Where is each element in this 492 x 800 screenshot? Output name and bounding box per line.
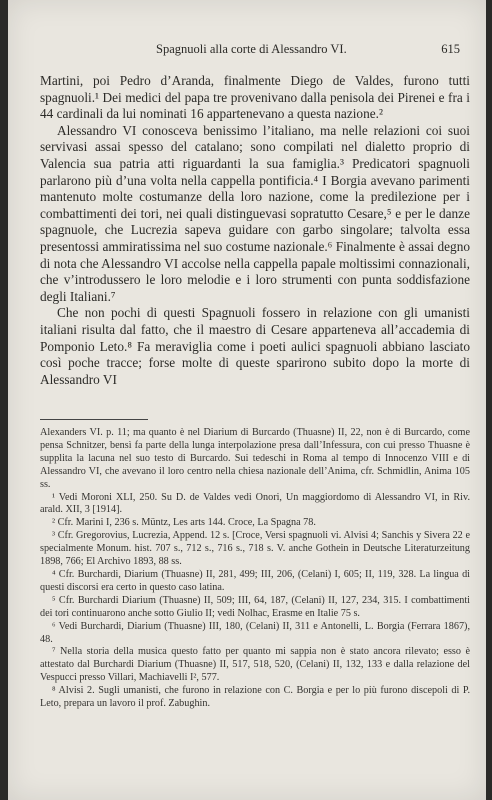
- footnote-divider: [40, 419, 148, 420]
- paragraph: Alessandro VI conosceva benissimo l’italiano, ma nelle relazioni coi suoi servivasi assai spesso del catalano; sono compilati nel dialetto proprio di Valencia sua patria atti riguardanti la sua famiglia.³ Predicatori spagnuoli parlarono più d’una volta nella cappella pontificia.⁴ I Borgia avevano parimenti mantenuto molte costumanze della loro nazione, come la predilezione per i combattimenti dei tori, nei quali distinguevasi sopratutto Cesare,⁵ e per le danze spagnuole, che Lucrezia sapeva guidare con garbo singolare; talvolta essa presentossi ammiratissima nel suo costume nazionale.⁶ Finalmente è assai degno di nota che Alessandro VI accolse nella cappella papale moltissimi connazionali, che v’introdussero le loro melodie e i loro strumenti con punta soddisfazione degli Italiani.⁷: [40, 122, 470, 304]
- footnote: ⁵ Cfr. Burchardi Diarium (Thuasne) II, 509; III, 64, 187, (Celani) II, 127, 234, 315. I combattimenti dei tori continuarono anche sotto Giulio II; vedi Nolhac, Erasme en Italie 75 s.: [40, 594, 470, 619]
- footnote: Alexanders VI. p. 11; ma quanto è nel Diarium di Burcardo (Thuasne) II, 22, non è di Burcardo, come pensa Schnitzer, bensì fa parte della lunga interpolazione presa dall’Infessura, con cui presso Thuasne è supplita la lacuna nel suo testo di Burcardo. Sui tedeschi in Roma al tempo di Innocenzo VIII e di Alessandro VI, che avevano il loro centro nella chiesa nazionale dell’Anima, cfr. Schmidlin, Anima 105 ss.: [40, 427, 470, 490]
- footnote: ⁴ Cfr. Burchardi, Diarium (Thuasne) II, 281, 499; III, 206, (Celani) I, 605; II, 119, 328. La lingua di questi discorsi era certo in questo caso latina.: [40, 568, 470, 593]
- footnotes: [40, 427, 470, 711]
- paragraph: Martini, poi Pedro d’Aranda, finalmente Diego de Valdes, furono tutti spagnuoli.¹ Dei medici del papa tre provenivano dalla penisola dei Pirenei e fra i 44 cardinali da lui nominati 16 appartenevano a questa nazione.²: [40, 73, 470, 122]
- main-text: [40, 73, 470, 388]
- footnote: ⁷ Nella storia della musica questo fatto per quanto mi sappia non è stato ancora rilevato; esso è attestato dal Burchardi Diarium (Thuasne) II, 517, 518, 520, (Celani) II, 132, 133 e dalla relazione del Vespucci presso Villari, Machiavelli I², 577.: [40, 646, 470, 684]
- footnote: ¹ Vedi Moroni XLI, 250. Su D. de Valdes vedi Onori, Un maggiordomo di Alessandro VI, in Riv. arald. XII, 3 [1914].: [40, 491, 470, 516]
- footnote: ⁸ Alvisi 2. Sugli umanisti, che furono in relazione con C. Borgia e per lo più furono discepoli di P. Leto, prepara un lavoro il prof. Zabughin.: [40, 685, 470, 710]
- book-page: [8, 0, 486, 800]
- paragraph: Che non pochi di questi Spagnuoli fossero in relazione con gli umanisti italiani risulta dal fatto, che il maestro di Cesare apparteneva all’accademia di Pomponio Leto.⁸ Fa meraviglia come i poeti aulici spagnuoli abbiano lasciato così poche tracce; forse molte di queste sparirono subito dopo la morte di Alessandro VI: [40, 305, 470, 387]
- footnote: ³ Cfr. Gregorovius, Lucrezia, Append. 12 s. [Croce, Versi spagnuoli vi. Alvisi 4; Sanchis y Sivera 22 e specialmente Monum. hist. 707 s., 712 s., 716 s., 718 s. V. anche Gothein in Deutsche Literaturzeitung 1898, 766; El Archivo 1893, 88 ss.: [40, 530, 470, 568]
- page-number: 615: [441, 42, 460, 56]
- footnote: ⁶ Vedi Burchardi, Diarium (Thuasne) III, 180, (Celani) II, 311 e Antonelli, L. Borgia (Ferrara 1867), 48.: [40, 620, 470, 645]
- footnote: ² Cfr. Marini I, 236 s. Müntz, Les arts 144. Croce, La Spagna 78.: [52, 517, 316, 529]
- running-title: Spagnuoli alla corte di Alessandro VI.: [156, 42, 347, 56]
- running-header: [78, 42, 460, 58]
